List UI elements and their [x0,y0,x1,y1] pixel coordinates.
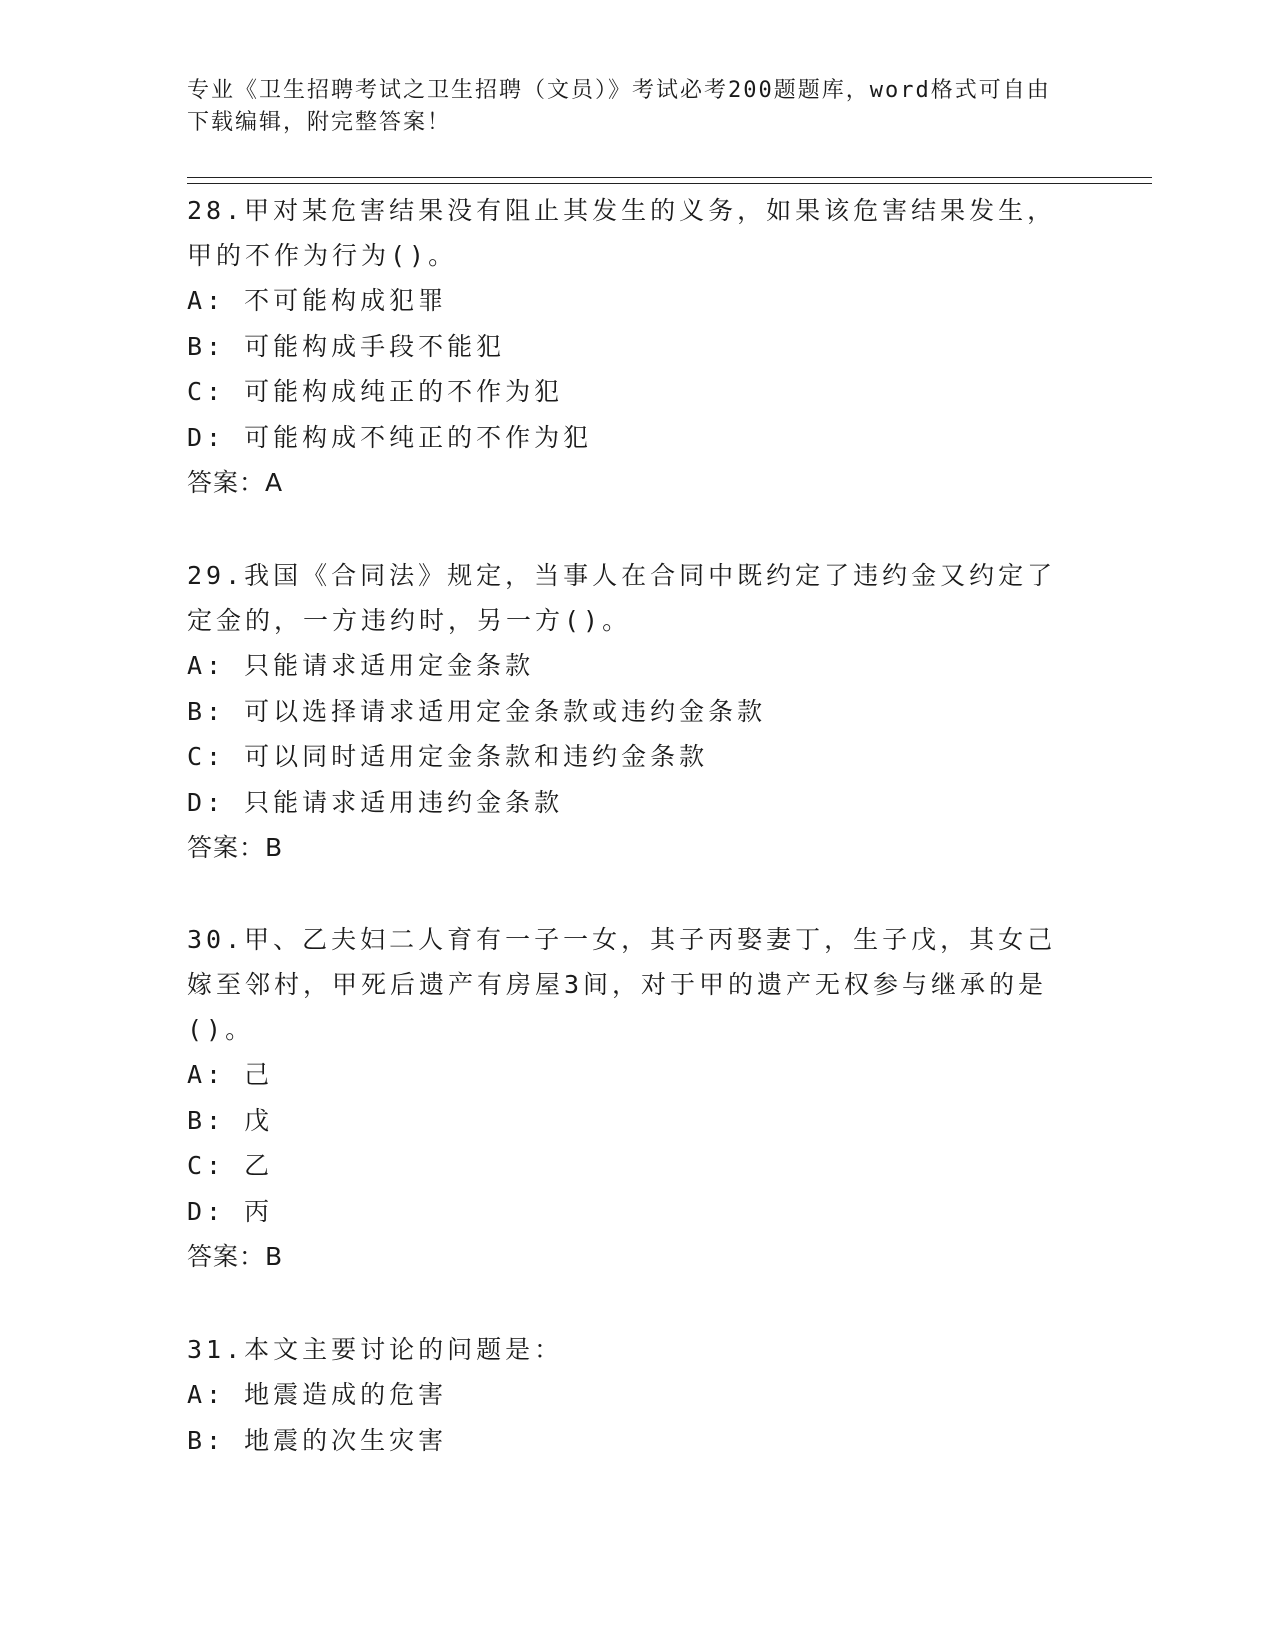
question-title: 31.本文主要讨论的问题是： [187,1335,564,1364]
option-c: C: 可能构成纯正的不作为犯 [187,377,564,406]
option-d: D: 丙 [187,1196,274,1226]
header-divider-bottom [187,183,1152,184]
option-d: D: 可能构成不纯正的不作为犯 [187,422,593,452]
document-header: 专业《卫生招聘考试之卫生招聘（文员）》考试必考200题题库，word格式可自由下载编辑，附完整答案！ [187,78,1051,135]
question-28 [187,188,1077,506]
question-30 [187,917,1077,1280]
answer: 答案：A [187,468,284,497]
option-c: C: 可以同时适用定金条款和违约金条款 [187,742,709,771]
option-b: B: 地震的次生灾害 [187,1425,448,1455]
question-29 [187,553,1077,871]
answer: 答案：B [187,833,284,862]
option-a: A: 己 [187,1060,274,1089]
option-a: A: 只能请求适用定金条款 [187,651,535,680]
option-c: C: 乙 [187,1151,274,1180]
header-divider-top [187,177,1152,178]
option-b: B: 戊 [187,1105,274,1135]
option-a: A: 地震造成的危害 [187,1380,448,1409]
question-title: 28.甲对某危害结果没有阻止其发生的义务，如果该危害结果发生，甲的不作为行为()。 [187,196,1057,270]
option-d: D: 只能请求适用违约金条款 [187,787,564,817]
question-title: 30.甲、乙夫妇二人育有一子一女，其子丙娶妻丁，生子戊，其女己嫁至邻村，甲死后遗产有房屋3间，对于甲的遗产无权参与继承的是()。 [187,925,1057,1044]
question-title: 29.我国《合同法》规定，当事人在合同中既约定了违约金又约定了定金的，一方违约时，另一方()。 [187,561,1057,635]
option-b: B: 可以选择请求适用定金条款或违约金条款 [187,696,767,726]
option-a: A: 不可能构成犯罪 [187,286,448,315]
answer: 答案：B [187,1242,284,1271]
option-b: B: 可能构成手段不能犯 [187,331,506,361]
question-31 [187,1327,1077,1463]
